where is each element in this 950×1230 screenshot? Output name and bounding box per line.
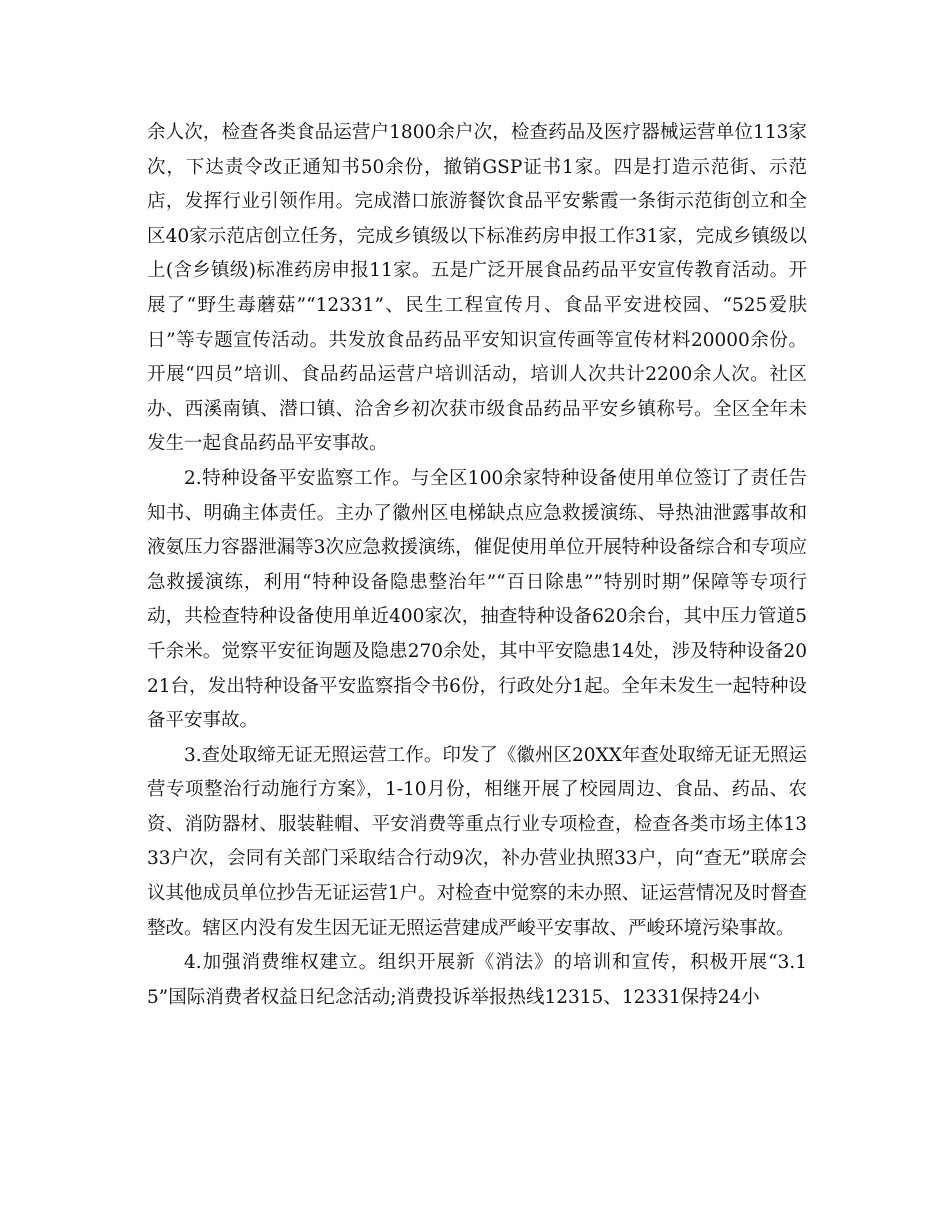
document-body — [147, 116, 807, 1015]
paragraph-consumer-rights: 4.加强消费维权建立。组织开展新《消法》的培训和宣传，积极开展“3.15”国际消费者权益日纪念活动;消费投诉举报热线12315、12331保持24小 — [147, 952, 807, 1008]
paragraph-food-drug-safety: 余人次，检查各类食品运营户1800余户次，检查药品及医疗器械运营单位113家次，下达责令改正通知书50余份，撤销GSP证书1家。四是打造示范街、示范店，发挥行业引领作用。完成潜口旅游餐饮食品平安紫霞一条街示范街创立和全区40家示范店创立任务，完成乡镇级以下标准药房申报工作31家，完成乡镇级以上(含乡镇级)标准药房申报11家。五是广泛开展食品药品平安宣传教育活动。开展了“野生毒蘑菇”“12331”、民生工程宣传月、食品平安进校园、“525爱肤日”等专题宣传活动。共发放食品药品平安知识宣传画等宣传材料20000余份。开展“四员”培训、食品药品运营户培训活动，培训人次共计2200余人次。社区办、西溪南镇、潜口镇、洽舍乡初次获市级食品药品平安乡镇称号。全区全年未发生一起食品药品平安事故。 — [147, 122, 807, 455]
paragraph-special-equipment: 2.特种设备平安监察工作。与全区100余家特种设备使用单位签订了责任告知书、明确主体责任。主办了徽州区电梯缺点应急救援演练、导热油泄露事故和液氨压力容器泄漏等3次应急救援演练，催促使用单位开展特种设备综合和专项应急救援演练，利用“特种设备隐患整治年”“百日除患””特别时期”保障等专项行动，共检查特种设备使用单近400家次，抽查特种设备620余台，其中压力管道5千余米。觉察平安征询题及隐患270余处，其中平安隐患14处，涉及特种设备2021台，发出特种设备平安监察指令书6份，行政处分1起。全年未发生一起特种设备平安事故。 — [147, 467, 807, 732]
paragraph-unlicensed-operations: 3.查处取缔无证无照运营工作。印发了《徽州区20XX年查处取缔无证无照运营专项整治行动施行方案》，1-10月份，相继开展了校园周边、食品、药品、农资、消防器材、服装鞋帽、平安消费等重点行业专项检查，检查各类市场主体1333户次，会同有关部门采取结合行动9次，补办营业执照33户，向“查无”联席会议其他成员单位抄告无证运营1户。对检查中觉察的未办照、证运营情况及时督查整改。辖区内没有发生因无证无照运营建成严峻平安事故、严峻环境污染事故。 — [147, 744, 807, 939]
